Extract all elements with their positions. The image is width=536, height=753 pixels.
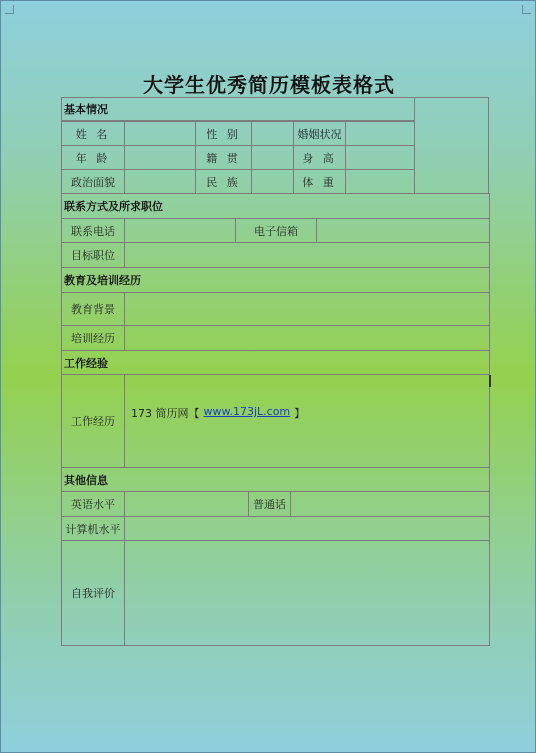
value-age[interactable]: [124, 145, 196, 170]
value-marital[interactable]: [345, 121, 415, 146]
label-political: 政治面貌: [61, 169, 125, 194]
text-cursor: [489, 375, 491, 387]
value-name[interactable]: [124, 121, 196, 146]
value-work-exp[interactable]: [124, 374, 490, 468]
work-text-suffix: 】: [294, 407, 306, 420]
value-political[interactable]: [124, 169, 196, 194]
value-ethnic[interactable]: [251, 169, 294, 194]
label-native: 籍 贯: [195, 145, 252, 170]
label-email: 电子信箱: [235, 218, 317, 243]
value-edu-bg[interactable]: [124, 292, 490, 326]
value-gender[interactable]: [251, 121, 294, 146]
website-link[interactable]: www.173jL.com: [203, 405, 291, 418]
label-gender: 性 别: [195, 121, 252, 146]
value-mandarin[interactable]: [290, 491, 490, 517]
label-work-exp: 工作经历: [61, 374, 125, 468]
section-header-contact: 联系方式及所求职位: [61, 193, 490, 219]
work-text-prefix: 173 简历网【: [131, 407, 200, 420]
section-header-basic: 基本情况: [61, 97, 415, 121]
label-ethnic: 民 族: [195, 169, 252, 194]
section-header-work: 工作经验: [61, 350, 490, 375]
label-age: 年 龄: [61, 145, 125, 170]
label-name: 姓 名: [61, 121, 125, 146]
value-height[interactable]: [345, 145, 415, 170]
value-english[interactable]: [124, 491, 249, 517]
label-height: 身 高: [293, 145, 346, 170]
label-marital: 婚姻状况: [293, 121, 346, 146]
section-header-other: 其他信息: [61, 467, 490, 492]
value-email[interactable]: [316, 218, 490, 243]
label-mandarin: 普通话: [248, 491, 291, 517]
label-target-job: 目标职位: [61, 242, 125, 268]
section-header-education: 教育及培训经历: [61, 267, 490, 293]
label-weight: 体 重: [293, 169, 346, 194]
value-training[interactable]: [124, 325, 490, 351]
page-corner-mark: [522, 5, 531, 14]
label-phone: 联系电话: [61, 218, 125, 243]
page-title: 大学生优秀简历模板表格式: [143, 73, 395, 97]
page-corner-mark: [5, 5, 14, 14]
label-computer: 计算机水平: [61, 516, 125, 541]
value-native[interactable]: [251, 145, 294, 170]
label-training: 培训经历: [61, 325, 125, 351]
label-english: 英语水平: [61, 491, 125, 517]
value-weight[interactable]: [345, 169, 415, 194]
value-phone[interactable]: [124, 218, 236, 243]
value-computer[interactable]: [124, 516, 490, 541]
value-target-job[interactable]: [124, 242, 490, 268]
label-edu-bg: 教育背景: [61, 292, 125, 326]
label-self-eval: 自我评价: [61, 540, 125, 646]
photo-cell[interactable]: [414, 97, 489, 194]
value-self-eval[interactable]: [124, 540, 490, 646]
